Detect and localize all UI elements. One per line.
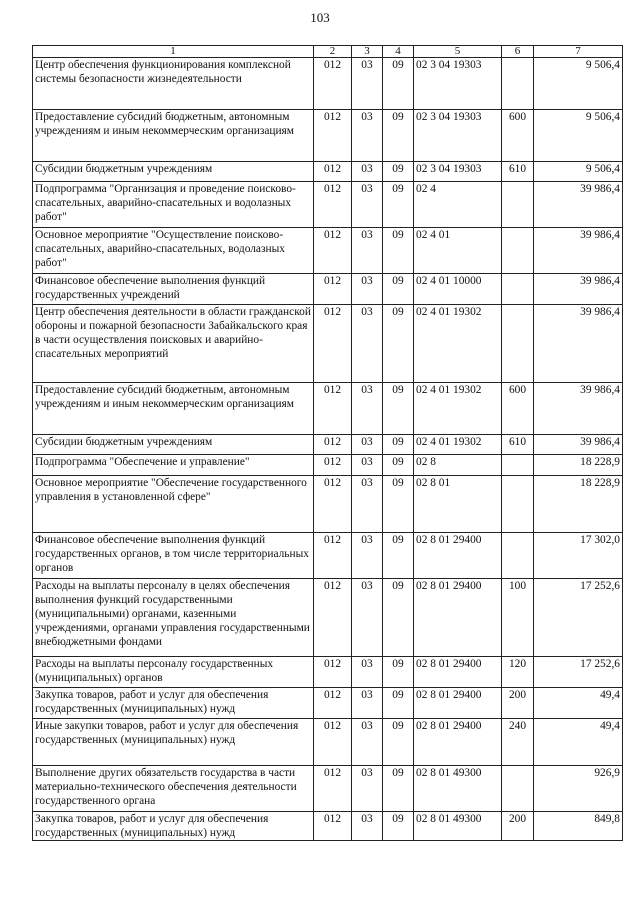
- subsection-code-cell: 09: [383, 579, 414, 657]
- subsection-code-cell: 09: [383, 305, 414, 383]
- item-name-cell: Расходы на выплаты персоналу в целях обеспечения выполнения функций государственными (муниципальными) органами, казенными учреждениями, органами управления государственными внебюджетными фондами: [33, 579, 314, 657]
- amount-cell: 18 228,9: [534, 455, 623, 476]
- page-number: 103: [310, 10, 330, 25]
- item-name-cell: Основное мероприятие "Осуществление поисково-спасательных, аварийно-спасательных, водолазных работ": [33, 228, 314, 274]
- ministry-code-cell: 012: [314, 766, 352, 812]
- subsection-code-cell: 09: [383, 182, 414, 228]
- table-row: [33, 688, 623, 719]
- amount-cell: 39 986,4: [534, 228, 623, 274]
- subsection-code-cell: 09: [383, 476, 414, 533]
- subsection-code-cell: 09: [383, 657, 414, 688]
- subsection-code-cell: 09: [383, 58, 414, 110]
- table-row: [33, 719, 623, 766]
- expense-type-cell: [502, 274, 534, 305]
- subsection-code-cell: 09: [383, 719, 414, 766]
- target-article-cell: 02 8 01 29400: [414, 719, 502, 766]
- table-row: [33, 162, 623, 182]
- subsection-code-cell: 09: [383, 688, 414, 719]
- target-article-cell: 02 8 01 29400: [414, 657, 502, 688]
- amount-cell: 849,8: [534, 812, 623, 841]
- target-article-cell: 02 3 04 19303: [414, 58, 502, 110]
- expense-type-cell: [502, 766, 534, 812]
- item-name-cell: Финансовое обеспечение выполнения функций государственных учреждений: [33, 274, 314, 305]
- expense-type-cell: 600: [502, 110, 534, 162]
- table-row: [33, 435, 623, 455]
- subsection-code-cell: 09: [383, 274, 414, 305]
- subsection-code-cell: 09: [383, 162, 414, 182]
- subsection-code-cell: 09: [383, 455, 414, 476]
- target-article-cell: 02 4: [414, 182, 502, 228]
- ministry-code-cell: 012: [314, 162, 352, 182]
- expense-type-cell: 610: [502, 435, 534, 455]
- expense-type-cell: [502, 533, 534, 579]
- ministry-code-cell: 012: [314, 688, 352, 719]
- section-code-cell: 03: [352, 766, 383, 812]
- table-row: [33, 383, 623, 435]
- table-row: [33, 533, 623, 579]
- table-row: [33, 812, 623, 841]
- amount-cell: 9 506,4: [534, 162, 623, 182]
- header-cell: 6: [502, 46, 534, 58]
- table-row: [33, 455, 623, 476]
- item-name-cell: Подпрограмма "Обеспечение и управление": [33, 455, 314, 476]
- target-article-cell: 02 8: [414, 455, 502, 476]
- expense-type-cell: [502, 58, 534, 110]
- target-article-cell: 02 8 01: [414, 476, 502, 533]
- target-article-cell: 02 4 01 10000: [414, 274, 502, 305]
- expense-type-cell: 200: [502, 812, 534, 841]
- budget-table: [32, 45, 623, 841]
- section-code-cell: 03: [352, 435, 383, 455]
- section-code-cell: 03: [352, 274, 383, 305]
- section-code-cell: 03: [352, 228, 383, 274]
- amount-cell: 17 252,6: [534, 579, 623, 657]
- item-name-cell: Финансовое обеспечение выполнения функций государственных органов, в том числе территориальных органов: [33, 533, 314, 579]
- ministry-code-cell: 012: [314, 476, 352, 533]
- item-name-cell: Подпрограмма "Организация и проведение поисково-спасательных, аварийно-спасательных и водолазных работ": [33, 182, 314, 228]
- target-article-cell: 02 4 01 19302: [414, 305, 502, 383]
- amount-cell: 39 986,4: [534, 383, 623, 435]
- expense-type-cell: 100: [502, 579, 534, 657]
- ministry-code-cell: 012: [314, 58, 352, 110]
- amount-cell: 17 252,6: [534, 657, 623, 688]
- table-row: [33, 274, 623, 305]
- amount-cell: 39 986,4: [534, 305, 623, 383]
- target-article-cell: 02 8 01 49300: [414, 766, 502, 812]
- target-article-cell: 02 3 04 19303: [414, 162, 502, 182]
- item-name-cell: Иные закупки товаров, работ и услуг для обеспечения государственных (муниципальных) нужд: [33, 719, 314, 766]
- item-name-cell: Предоставление субсидий бюджетным, автономным учреждениям и иным некоммерческим организациям: [33, 383, 314, 435]
- item-name-cell: Субсидии бюджетным учреждениям: [33, 162, 314, 182]
- header-cell: 7: [534, 46, 623, 58]
- amount-cell: 39 986,4: [534, 182, 623, 228]
- item-name-cell: Центр обеспечения функционирования комплексной системы безопасности жизнедеятельности: [33, 58, 314, 110]
- section-code-cell: 03: [352, 533, 383, 579]
- table-row: [33, 305, 623, 383]
- ministry-code-cell: 012: [314, 533, 352, 579]
- target-article-cell: 02 4 01 19302: [414, 383, 502, 435]
- item-name-cell: Расходы на выплаты персоналу государственных (муниципальных) органов: [33, 657, 314, 688]
- item-name-cell: Субсидии бюджетным учреждениям: [33, 435, 314, 455]
- section-code-cell: 03: [352, 383, 383, 435]
- item-name-cell: Выполнение других обязательств государства в части материально-технического обеспечения деятельности государственного органа: [33, 766, 314, 812]
- target-article-cell: 02 4 01: [414, 228, 502, 274]
- section-code-cell: 03: [352, 110, 383, 162]
- expense-type-cell: 240: [502, 719, 534, 766]
- amount-cell: 18 228,9: [534, 476, 623, 533]
- section-code-cell: 03: [352, 162, 383, 182]
- subsection-code-cell: 09: [383, 110, 414, 162]
- expense-type-cell: [502, 455, 534, 476]
- item-name-cell: Основное мероприятие "Обеспечение государственного управления в установленной сфере": [33, 476, 314, 533]
- expense-type-cell: [502, 228, 534, 274]
- target-article-cell: 02 8 01 49300: [414, 812, 502, 841]
- expense-type-cell: [502, 182, 534, 228]
- item-name-cell: Закупка товаров, работ и услуг для обеспечения государственных (муниципальных) нужд: [33, 688, 314, 719]
- table-row: [33, 110, 623, 162]
- header-row: [33, 46, 623, 58]
- ministry-code-cell: 012: [314, 455, 352, 476]
- section-code-cell: 03: [352, 58, 383, 110]
- expense-type-cell: [502, 305, 534, 383]
- target-article-cell: 02 3 04 19303: [414, 110, 502, 162]
- table-row: [33, 476, 623, 533]
- header-cell: 1: [33, 46, 314, 58]
- target-article-cell: 02 8 01 29400: [414, 533, 502, 579]
- expense-type-cell: 610: [502, 162, 534, 182]
- amount-cell: 49,4: [534, 719, 623, 766]
- ministry-code-cell: 012: [314, 274, 352, 305]
- expense-type-cell: [502, 476, 534, 533]
- section-code-cell: 03: [352, 455, 383, 476]
- ministry-code-cell: 012: [314, 383, 352, 435]
- subsection-code-cell: 09: [383, 766, 414, 812]
- section-code-cell: 03: [352, 476, 383, 533]
- table-row: [33, 579, 623, 657]
- target-article-cell: 02 8 01 29400: [414, 579, 502, 657]
- target-article-cell: 02 8 01 29400: [414, 688, 502, 719]
- amount-cell: 39 986,4: [534, 274, 623, 305]
- section-code-cell: 03: [352, 719, 383, 766]
- amount-cell: 17 302,0: [534, 533, 623, 579]
- subsection-code-cell: 09: [383, 435, 414, 455]
- section-code-cell: 03: [352, 657, 383, 688]
- amount-cell: 926,9: [534, 766, 623, 812]
- table-row: [33, 182, 623, 228]
- ministry-code-cell: 012: [314, 182, 352, 228]
- table-row: [33, 766, 623, 812]
- amount-cell: 49,4: [534, 688, 623, 719]
- subsection-code-cell: 09: [383, 228, 414, 274]
- section-code-cell: 03: [352, 688, 383, 719]
- ministry-code-cell: 012: [314, 435, 352, 455]
- ministry-code-cell: 012: [314, 579, 352, 657]
- amount-cell: 9 506,4: [534, 58, 623, 110]
- expense-type-cell: 600: [502, 383, 534, 435]
- section-code-cell: 03: [352, 305, 383, 383]
- subsection-code-cell: 09: [383, 383, 414, 435]
- item-name-cell: Центр обеспечения деятельности в области гражданской обороны и пожарной безопасности Забайкальского края в части осуществления поисковых и аварийно-спасательных мероприятий: [33, 305, 314, 383]
- target-article-cell: 02 4 01 19302: [414, 435, 502, 455]
- section-code-cell: 03: [352, 812, 383, 841]
- ministry-code-cell: 012: [314, 657, 352, 688]
- table-row: [33, 228, 623, 274]
- amount-cell: 9 506,4: [534, 110, 623, 162]
- ministry-code-cell: 012: [314, 110, 352, 162]
- item-name-cell: Закупка товаров, работ и услуг для обеспечения государственных (муниципальных) нужд: [33, 812, 314, 841]
- header-cell: 5: [414, 46, 502, 58]
- table-row: [33, 58, 623, 110]
- amount-cell: 39 986,4: [534, 435, 623, 455]
- ministry-code-cell: 012: [314, 719, 352, 766]
- section-code-cell: 03: [352, 579, 383, 657]
- header-cell: 4: [383, 46, 414, 58]
- header-cell: 2: [314, 46, 352, 58]
- item-name-cell: Предоставление субсидий бюджетным, автономным учреждениям и иным некоммерческим организациям: [33, 110, 314, 162]
- ministry-code-cell: 012: [314, 228, 352, 274]
- subsection-code-cell: 09: [383, 533, 414, 579]
- ministry-code-cell: 012: [314, 812, 352, 841]
- ministry-code-cell: 012: [314, 305, 352, 383]
- expense-type-cell: 200: [502, 688, 534, 719]
- expense-type-cell: 120: [502, 657, 534, 688]
- table-row: [33, 657, 623, 688]
- subsection-code-cell: 09: [383, 812, 414, 841]
- section-code-cell: 03: [352, 182, 383, 228]
- header-cell: 3: [352, 46, 383, 58]
